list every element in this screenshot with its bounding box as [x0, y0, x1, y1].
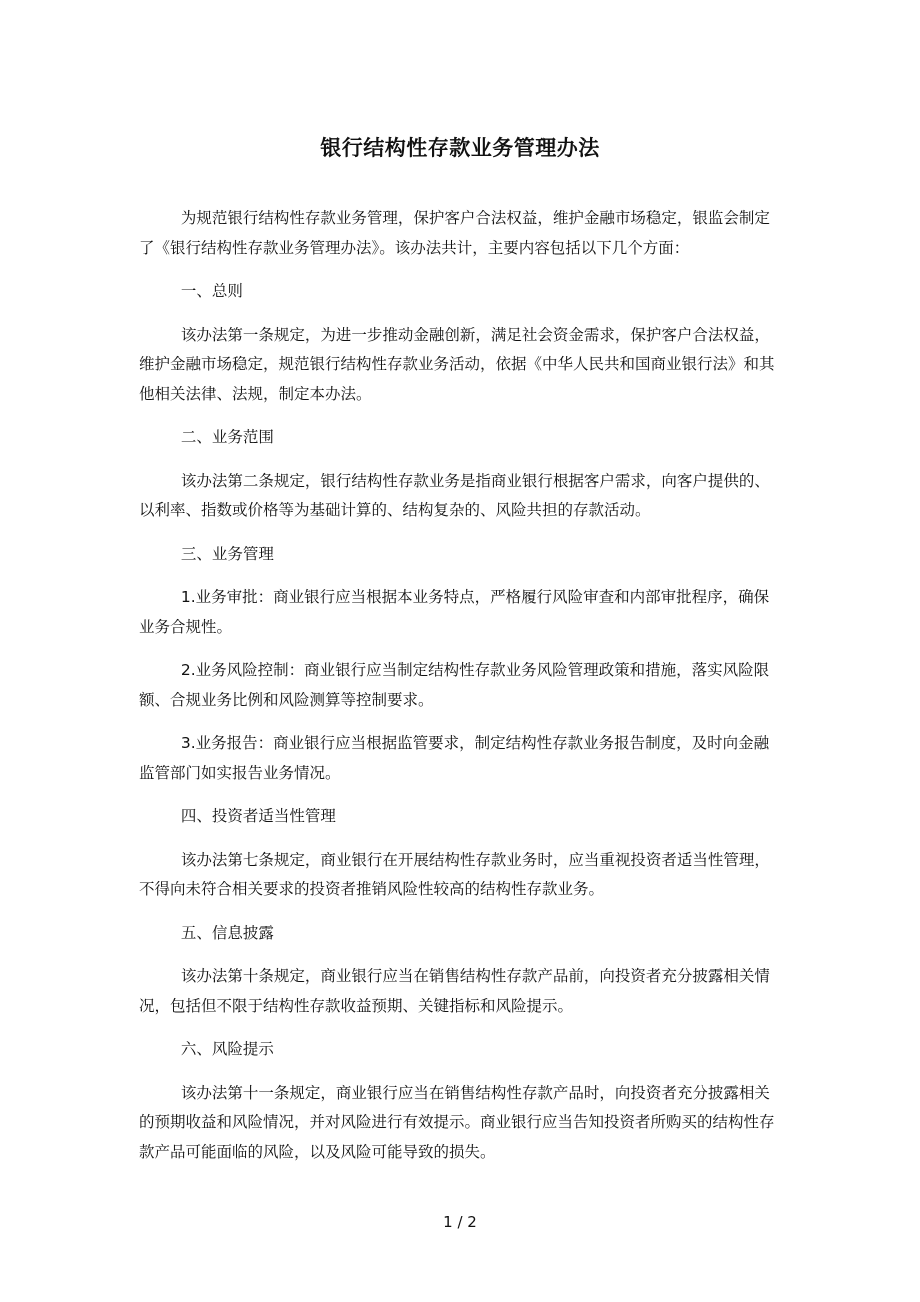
management-item-approval: 1.业务审批：商业银行应当根据本业务特点，严格履行风险审查和内部审批程序，确保业务合规性。 [139, 588, 770, 636]
section-heading-scope: 二、业务范围 [180, 428, 274, 446]
section-heading-risk-notice: 六、风险提示 [180, 1040, 274, 1058]
page-number: 1 / 2 [443, 1213, 477, 1231]
document-body [139, 204, 781, 1181]
suitability-paragraph: 该办法第七条规定，商业银行在开展结构性存款业务时，应当重视投资者适当性管理，不得向未符合相关要求的投资者推销风险性较高的结构性存款业务。 [139, 850, 770, 898]
section-heading-disclosure: 五、信息披露 [180, 923, 274, 942]
general-paragraph: 该办法第一条规定，为进一步推动金融创新，满足社会资金需求，保护客户合法权益，维护金融市场稳定，规范银行结构性存款业务活动，依据《中华人民共和国商业银行法》和其他相关法律、法规，制定本办法。 [139, 325, 775, 403]
section-heading-management: 三、业务管理 [180, 544, 274, 563]
intro-paragraph: 为规范银行结构性存款业务管理，保护客户合法权益，维护金融市场稳定，银监会制定了《银行结构性存款业务管理办法》。该办法共计，主要内容包括以下几个方面： [139, 209, 770, 257]
disclosure-paragraph: 该办法第十条规定，商业银行应当在销售结构性存款产品前，向投资者充分披露相关情况，包括但不限于结构性存款收益预期、关键指标和风险提示。 [139, 967, 770, 1015]
section-heading-suitability: 四、投资者适当性管理 [180, 807, 336, 825]
document-title: 银行结构性存款业务管理办法 [320, 136, 600, 160]
management-item-risk-control: 2.业务风险控制：商业银行应当制定结构性存款业务风险管理政策和措施，落实风险限额、合规业务比例和风险测算等控制要求。 [139, 661, 770, 709]
section-heading-general: 一、总则 [180, 282, 243, 300]
management-item-reporting: 3.业务报告：商业银行应当根据监管要求，制定结构性存款业务报告制度，及时向金融监管部门如实报告业务情况。 [139, 734, 770, 782]
scope-paragraph: 该办法第二条规定，银行结构性存款业务是指商业银行根据客户需求，向客户提供的、以利率、指数或价格等为基础计算的、结构复杂的、风险共担的存款活动。 [139, 471, 770, 519]
risk-notice-paragraph: 该办法第十一条规定，商业银行应当在销售结构性存款产品时，向投资者充分披露相关的预期收益和风险情况，并对风险进行有效提示。商业银行应当告知投资者所购买的结构性存款产品可能面临的风险，以及风险可能导致的损失。 [139, 1083, 775, 1161]
